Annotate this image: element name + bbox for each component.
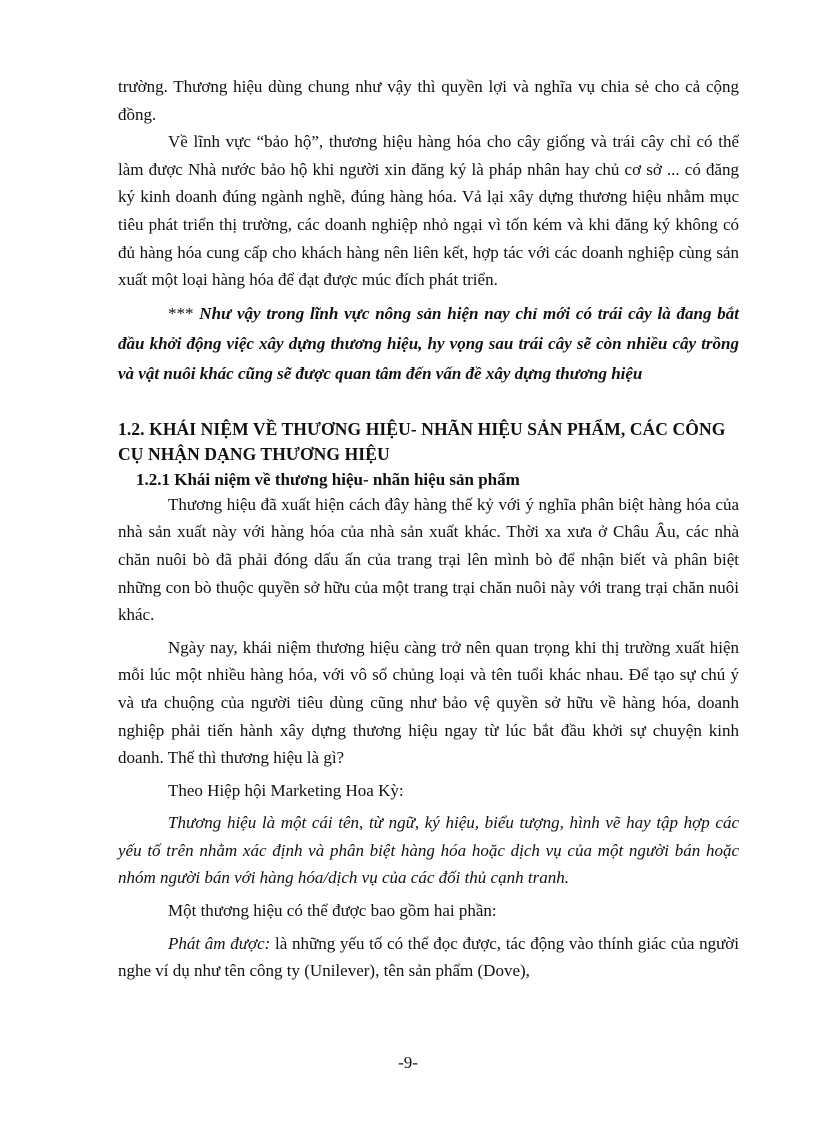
document-page bbox=[118, 73, 739, 985]
pronounceable-rest: là những yếu tố có thể đọc được, tác động vào thính giác của người nghe ví dụ như tên công ty (Unilever), tên sản phẩm (Dove), bbox=[118, 933, 739, 981]
paragraph-pronounceable bbox=[118, 930, 739, 985]
paragraph-continuation: trường. Thương hiệu dùng chung như vậy thì quyền lợi và nghĩa vụ chia sẻ cho cả cộng đồng. bbox=[118, 77, 739, 124]
paragraph-definition: Thương hiệu là một cái tên, từ ngữ, ký hiệu, biểu tượng, hình vẽ hay tập hợp các yếu tố trên nhằm xác định và phân biệt hàng hóa hoặc dịch vụ của một người bán hoặc nhóm người bán với hàng hóa/dịch vụ của các đối thủ cạnh tranh. bbox=[118, 813, 739, 888]
paragraph-conclusion bbox=[118, 299, 739, 389]
paragraph-two-parts: Một thương hiệu có thể được bao gồm hai phần: bbox=[168, 901, 497, 921]
pronounceable-lead: Phát âm được: bbox=[168, 933, 271, 953]
paragraph-ama-intro: Theo Hiệp hội Marketing Hoa Kỳ: bbox=[168, 780, 404, 800]
subsection-heading: 1.2.1 Khái niệm về thương hiệu- nhãn hiệu sản phẩm bbox=[136, 469, 520, 489]
section-heading: 1.2. KHÁI NIỆM VỀ THƯƠNG HIỆU- NHÃN HIỆU SẢN PHẨM, CÁC CÔNG CỤ NHẬN DẠNG THƯƠNG HIỆU bbox=[118, 418, 726, 464]
conclusion-text: Như vậy trong lĩnh vực nông sản hiện nay chỉ mới có trái cây là đang bắt đầu khởi động việc xây dựng thương hiệu, hy vọng sau trái cây sẽ còn nhiều cây trồng và vật nuôi khác cũng sẽ được quan tâm đến vấn đề xây dựng thương hiệu bbox=[118, 303, 739, 383]
paragraph-today: Ngày nay, khái niệm thương hiệu càng trở nên quan trọng khi thị trường xuất hiện mỗi lúc một nhiều hàng hóa, với vô số chủng loại và tên tuổi khác nhau. Để tạo sự chú ý và ưa chuộng của người tiêu dùng cũng như bảo vệ quyền sở hữu về hàng hóa, doanh nghiệp phải tiến hành xây dựng thương hiệu ngay từ lúc bắt đầu khởi sự chuyện kinh doanh. Thế thì thương hiệu là gì? bbox=[118, 637, 739, 768]
asterisk-prefix: *** bbox=[168, 303, 200, 323]
paragraph-history: Thương hiệu đã xuất hiện cách đây hàng thế kỷ với ý nghĩa phân biệt hàng hóa của nhà sản xuất này với hàng hóa của nhà sản xuất khác. Thời xa xưa ở Châu Âu, các nhà chăn nuôi bò đã phải đóng dấu ấn của trang trại lên mình bò để nhận biết và phân biệt những con bò thuộc quyền sở hữu của một trang trại chăn nuôi này với trang trại chăn nuôi khác. bbox=[118, 494, 739, 625]
page-number: -9- bbox=[398, 1053, 418, 1072]
paragraph-protection: Về lĩnh vực “bảo hộ”, thương hiệu hàng hóa cho cây giống và trái cây chỉ có thể làm được Nhà nước bảo hộ khi người xin đăng ký là pháp nhân hay chủ cơ sở ... có đăng ký kinh doanh đúng ngành nghề, đúng hàng hóa. Vả lại xây dựng thương hiệu nhằm mục tiêu phát triển thị trường, các doanh nghiệp nhỏ ngại vì tốn kém và khi đăng ký không có đủ hàng hóa cung cấp cho khách hàng nên liên kết, hợp tác với các doanh nghiệp cùng sản xuất một loại hàng hóa để đạt được múc đích phát triển. bbox=[118, 132, 739, 290]
